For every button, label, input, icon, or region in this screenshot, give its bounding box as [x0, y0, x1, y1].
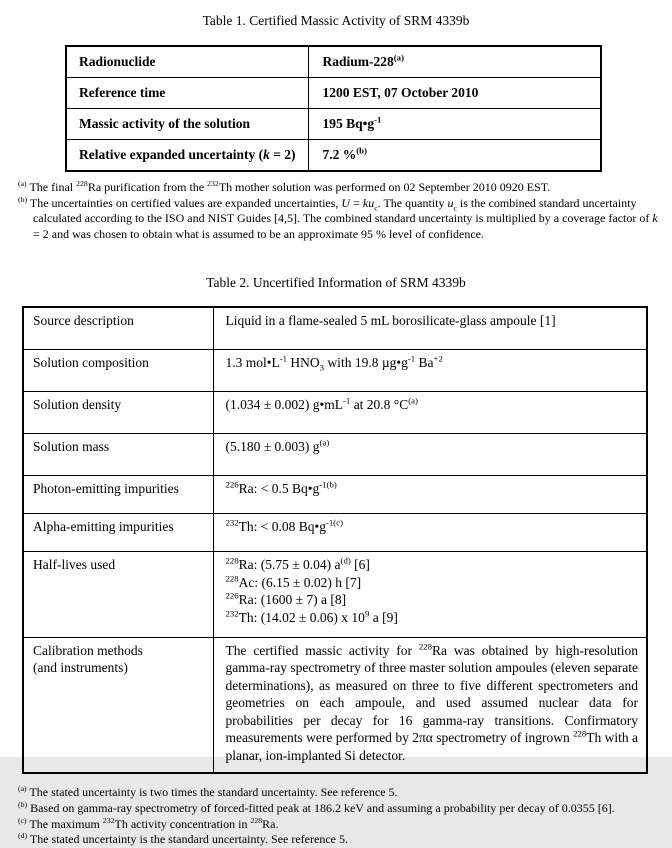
- table-row: [23, 637, 647, 773]
- footnote-marker: (a): [18, 179, 27, 188]
- row-label: Reference time: [66, 78, 308, 109]
- footnote: [18, 180, 658, 196]
- row-label: Relative expanded uncertainty (k = 2): [66, 140, 308, 172]
- table-row: [23, 476, 647, 514]
- row-value: $^{226}$Ra: < 0.5 $Bq•g^{-1(b)}$: [213, 476, 647, 514]
- table-row: [66, 46, 601, 78]
- footnote-marker: (c): [18, 815, 27, 825]
- table-row: [23, 434, 647, 476]
- footnote: [18, 801, 658, 817]
- row-value: 195 $Bq•g^{-1}$: [308, 109, 601, 140]
- row-label: Radionuclide: [66, 46, 308, 78]
- table2-footnotes: [18, 785, 658, 847]
- row-label: Solution composition: [23, 350, 213, 392]
- table-row: [23, 392, 647, 434]
- row-value: $^{228}$Ra: (5.75 ± 0.04) $a^{(d)}$ [6] $^{228}$Ac: (6.15 ± 0.02) h [7] $^{226}$Ra: (1600 ± 7) a [8] $^{232}$Th: (14.02 ± 0.06) x $10^9$ a [9]: [213, 552, 647, 637]
- footnote: [18, 196, 658, 243]
- table-row: [23, 307, 647, 350]
- row-label: Photon-emitting impurities: [23, 476, 213, 514]
- row-value: $^{232}$Th: < 0.08 $Bq•g^{-1(c)}$: [213, 514, 647, 552]
- footnote-text: Based on gamma-ray spectrometry of forced-fitted peak at 186.2 keV and assuming a probability per decay of 0.0355 [6].: [30, 800, 615, 815]
- row-label: Solution density: [23, 392, 213, 434]
- table2-uncertified-information: [22, 306, 648, 774]
- footnote: [18, 817, 658, 833]
- row-value: (5.180 ± 0.003) $g^{(a)}$: [213, 434, 647, 476]
- row-label: Alpha-emitting impurities: [23, 514, 213, 552]
- row-value: 7.2 %$^{(b)}$: [308, 140, 601, 172]
- row-value: 1200 EST, 07 October 2010: [308, 78, 601, 109]
- footnote-marker: (d): [18, 831, 28, 841]
- footnote-marker: (b): [18, 799, 28, 809]
- footnote: [18, 785, 658, 801]
- footnote-text: The uncertainties on certified values are expanded uncertainties, $U = ku_c$. The quantity $u_c$ is the combined standard uncertainty calculated according to the ISO and NIST Guides [4,5]. The combined standard uncertainty is multiplied by a coverage factor of k = 2 and was chosen to obtain what is assumed to be an approximate 95 % level of confidence.: [29, 195, 658, 241]
- table2-caption: Table 2. Uncertified Information of SRM 4339b: [206, 275, 466, 291]
- row-value: Radium-228$^{(a)}$: [308, 46, 601, 78]
- table-row: [23, 552, 647, 637]
- row-label: Calibration methods (and instruments): [23, 637, 213, 773]
- table1-footnotes: [18, 180, 658, 242]
- table-row: [66, 78, 601, 109]
- table-row: [66, 140, 601, 172]
- footnote-marker: (a): [18, 784, 27, 794]
- row-value: (1.034 ± 0.002) $g•mL^{-1}$ at 20.8 $^\circ C^{(a)}$: [213, 392, 647, 434]
- footnote-text: The stated uncertainty is two times the standard uncertainty. See reference 5.: [29, 785, 398, 800]
- row-value: 1.3 $mol•L^{-1}$ $HNO_3$ with 19.8 $\mu g•g^{-1}$ $Ba^{+2}$: [213, 350, 647, 392]
- row-value: Liquid in a flame-sealed 5 mL borosilicate-glass ampoule [1]: [213, 307, 647, 350]
- row-label: Massic activity of the solution: [66, 109, 308, 140]
- table1-certified-massic-activity: [65, 45, 602, 172]
- footnote-marker: (b): [18, 194, 28, 204]
- table-row: [66, 109, 601, 140]
- footnote-text: The stated uncertainty is the standard uncertainty. See reference 5.: [29, 832, 348, 847]
- footnote-text: The final $^{228}$Ra purification from the $^{232}$Th mother solution was performed on 02 September 2010 0920 EST.: [29, 179, 551, 194]
- row-label: Half-lives used: [23, 552, 213, 637]
- footnote-text: The maximum $^{232}$Th activity concentration in $^{228}$Ra.: [29, 815, 279, 831]
- row-label: Solution mass: [23, 434, 213, 476]
- table1-caption: Table 1. Certified Massic Activity of SRM 4339b: [202, 13, 470, 28]
- footnote: [18, 832, 658, 848]
- row-value: The certified massic activity for $^{228}$Ra was obtained by high-resolution gamma-ray spectrometry of three master solution ampoules (eleven separate determinations), as measured on three to five different spectrometers and geometries on each ampoule, and used assumed nuclear data for probabilities per decay for 16 gamma-ray transitions. Confirmatory measurements were performed by 2πα spectrometry of ingrown $^{228}$Th with a planar, ion-implanted Si detector.: [213, 637, 647, 773]
- table-row: [23, 514, 647, 552]
- table-row: [23, 350, 647, 392]
- row-label: Source description: [23, 307, 213, 350]
